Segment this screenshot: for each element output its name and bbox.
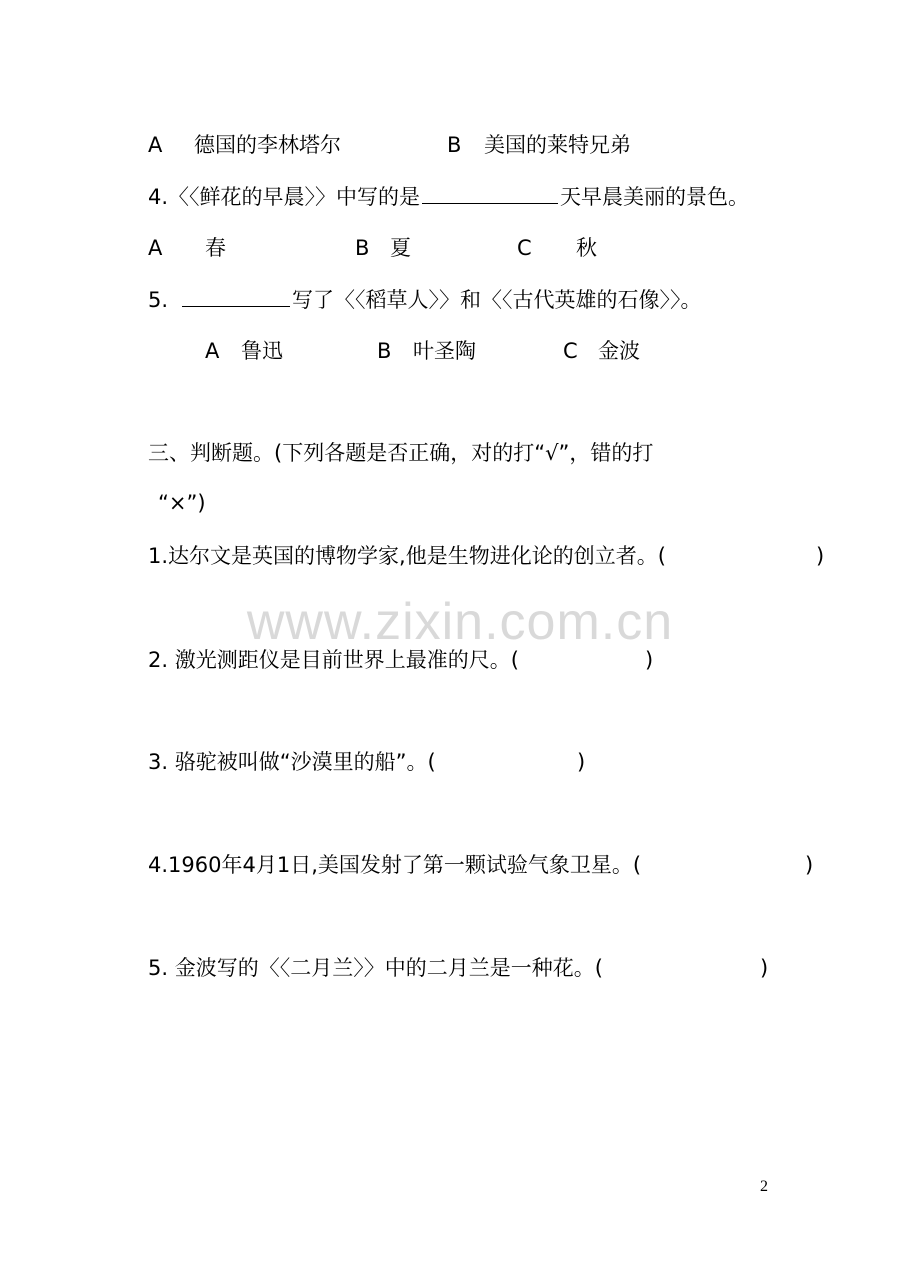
q4-option-b-letter: B bbox=[355, 236, 370, 260]
option-letter: A bbox=[148, 133, 163, 157]
q5-option-a-letter: A bbox=[205, 339, 220, 363]
judgement-item-2-close: ) bbox=[645, 648, 654, 672]
question-5-suffix: 写了〈〈稻草人〉〉和〈〈古代英雄的石像〉〉。 bbox=[292, 288, 702, 312]
judgement-item-4-close: ) bbox=[805, 853, 814, 877]
q3-option-a bbox=[148, 130, 162, 160]
question-4-suffix: 天早晨美丽的景色。 bbox=[560, 185, 750, 209]
q3-option-b bbox=[447, 130, 461, 160]
q4-option-b-text: 夏 bbox=[390, 236, 411, 260]
q5-option-b-text: 叶圣陶 bbox=[413, 339, 476, 363]
judgement-item-2: 2. 激光测距仪是目前世界上最准的尺。( bbox=[148, 648, 519, 672]
option-letter: B bbox=[447, 133, 462, 157]
question-5-number: 5. bbox=[148, 288, 169, 312]
judgement-item-3: 3. 骆驼被叫做“沙漠里的船”。( bbox=[148, 750, 436, 774]
q5-option-c-text: 金波 bbox=[598, 339, 640, 363]
judgement-item-1-close: ) bbox=[816, 544, 825, 568]
q4-option-a-text: 春 bbox=[205, 236, 226, 260]
q3-option-a-text: 德国的李林塔尔 bbox=[194, 133, 341, 157]
judgement-item-5-close: ) bbox=[760, 956, 769, 980]
q4-option-a-letter: A bbox=[148, 236, 163, 260]
q3-option-b-text: 美国的莱特兄弟 bbox=[484, 133, 631, 157]
question-4-prefix: 4.〈〈鲜花的早晨〉〉中写的是 bbox=[148, 185, 421, 209]
answer-blank bbox=[182, 286, 290, 307]
section-3-heading-cont: “×”) bbox=[158, 491, 206, 515]
q5-option-a-text: 鲁迅 bbox=[241, 339, 283, 363]
q5-option-c-letter: C bbox=[563, 339, 578, 363]
page-number: 2 bbox=[760, 1178, 768, 1195]
q4-option-c-letter: C bbox=[517, 236, 532, 260]
judgement-item-4: 4.1960年4月1日,美国发射了第一颗试验气象卫星。( bbox=[148, 853, 642, 877]
question-5 bbox=[148, 285, 702, 315]
q5-option-b-letter: B bbox=[377, 339, 392, 363]
section-3-heading: 三、判断题。(下列各题是否正确，对的打“√”，错的打 bbox=[148, 441, 654, 465]
watermark: www.zixin.com.cn bbox=[246, 593, 674, 651]
answer-blank bbox=[422, 183, 558, 204]
q4-option-c-text: 秋 bbox=[576, 236, 597, 260]
judgement-item-5: 5. 金波写的〈〈二月兰〉〉中的二月兰是一种花。( bbox=[148, 956, 603, 980]
judgement-item-3-close: ) bbox=[577, 750, 586, 774]
judgement-item-1: 1.达尔文是英国的博物学家,他是生物进化论的创立者。( bbox=[148, 544, 666, 568]
question-4 bbox=[148, 182, 749, 212]
